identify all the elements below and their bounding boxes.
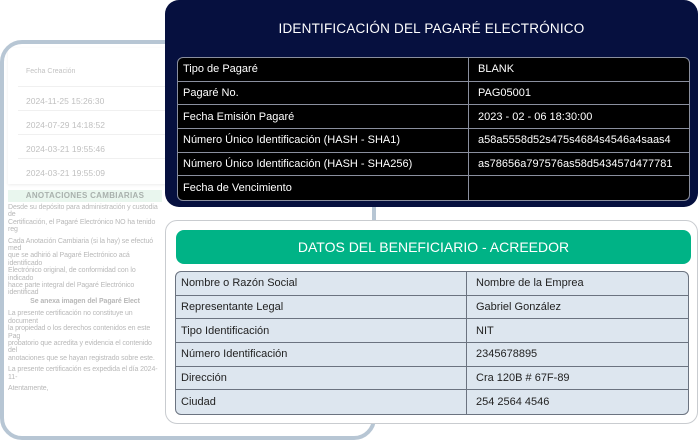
beneficiary-title: DATOS DEL BENEFICIARIO - ACREEDOR (176, 230, 691, 264)
table-row (176, 390, 688, 414)
table-row (178, 82, 689, 106)
cell-label: Tipo de Pagaré (178, 58, 469, 82)
identification-title: IDENTIFICACIÓN DEL PAGARÉ ELECTRÓNICO (278, 21, 585, 36)
cell-label: Pagaré No. (178, 82, 469, 106)
cell-value: Cra 120B # 67F-89 (467, 367, 688, 391)
annotations-title: ANOTACIONES CAMBIARIAS (8, 190, 162, 202)
date-row: 2024-03-21 19:55:09 (18, 158, 358, 182)
issued-line: La presente certificación es expedida el día 2024-11- (8, 366, 158, 381)
date-row: 2024-07-29 14:18:52 (18, 110, 358, 134)
paragraph-line: hace parte integral del Pagaré Electrónico identificad (8, 282, 135, 297)
cell-label: Número Único Identificación (HASH - SHA256) (178, 153, 469, 177)
table-row (178, 153, 689, 177)
paragraph-line: que se adhirió al Pagaré Electrónico acá identificado (8, 252, 130, 267)
cell-value: a58a5558d52s475s4684s4546a4saas4 (469, 129, 689, 153)
disclaimer-line: probatorio que acredita y evidencia el contenido del (8, 339, 152, 355)
cell-label: Número Identificación (176, 343, 467, 367)
paragraph-line: Electrónico original, de conformidad con lo indicado (8, 267, 136, 282)
date-row: 2024-03-21 19:55:46 (18, 134, 358, 158)
annex-note: Se anexa imagen del Pagaré Elect (30, 297, 140, 305)
cell-value: Gabriel González (467, 296, 688, 320)
cell-value: as78656a797576as58d543457d477781 (469, 153, 689, 177)
table-row (178, 105, 689, 129)
cell-value: 254 2564 4546 (476, 396, 550, 409)
date-column-header: Fecha Creación (26, 68, 76, 75)
cell-label: Fecha de Vencimiento (178, 176, 469, 200)
pagare-identification-card (165, 0, 698, 207)
cell-value: 2023 - 02 - 06 18:30:00 (469, 105, 689, 129)
cell-value: Nombre de la Emprea (467, 272, 688, 296)
disclaimer-line: la propiedad o los derechos contenidos en este Pag (8, 325, 151, 340)
disclaimer-line: anotaciones que se hayan registrado sobre este. (8, 354, 155, 362)
table-row (178, 176, 689, 200)
cell-label: Dirección (176, 367, 467, 391)
cell-label: Ciudad (176, 390, 467, 414)
cell-value: BLANK (469, 58, 689, 82)
cell-label: Nombre o Razón Social (176, 272, 467, 296)
beneficiary-card (165, 220, 698, 424)
table-row (176, 319, 688, 343)
paragraph-line: Certificación, el Pagaré Electrónico NO ha tenido reg (8, 218, 156, 234)
disclaimer-line: La presente certificación no constituye un document (8, 310, 133, 325)
cell-label: Tipo Identificación (176, 319, 467, 343)
identification-table (177, 57, 690, 201)
cell-value: NIT (467, 319, 688, 343)
paragraph-line: Desde su depósito para administración y custodia de (8, 204, 158, 219)
table-row (176, 296, 688, 320)
closing-line: Atentamente, (8, 384, 49, 392)
paragraph-line: Cada Anotación Cambiaria (si la hay) se efectuó med (8, 237, 154, 253)
table-row (178, 58, 689, 82)
cell-value: 2345678895 (467, 343, 688, 367)
cell-label: Representante Legal (176, 296, 467, 320)
cell-label: Fecha Emisión Pagaré (178, 105, 469, 129)
certificate-text (8, 204, 162, 392)
table-row (176, 272, 688, 296)
cell-value: PAG05001 (469, 82, 689, 106)
table-row (176, 367, 688, 391)
cell-value (469, 176, 689, 200)
date-row: 2024-11-25 15:26:30 (18, 86, 358, 110)
table-row (178, 129, 689, 153)
table-row (176, 343, 688, 367)
beneficiary-table (175, 271, 689, 415)
cell-label: Número Único Identificación (HASH - SHA1) (178, 129, 469, 153)
